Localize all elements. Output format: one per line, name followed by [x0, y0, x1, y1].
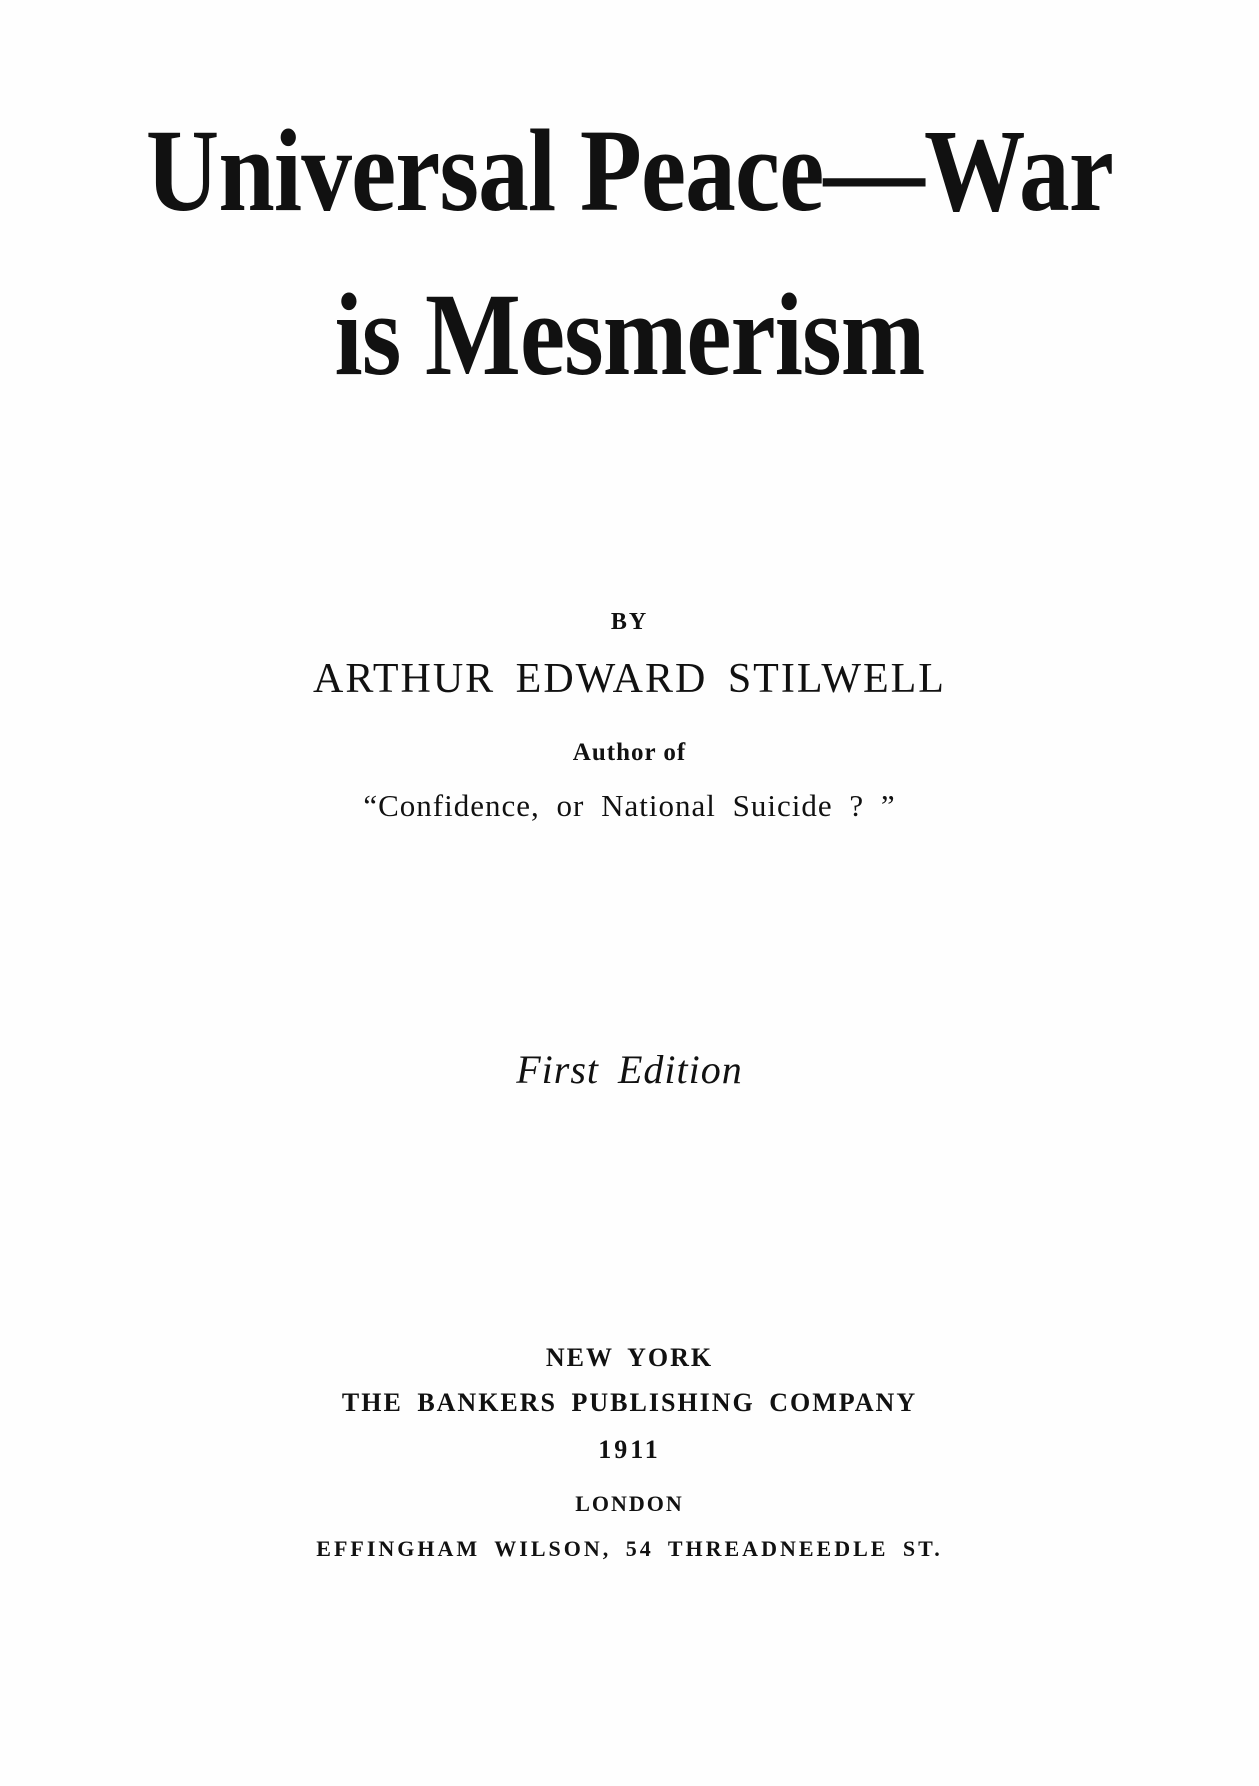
previous-work-title: “Confidence, or National Suicide ? ”	[363, 788, 896, 823]
book-title-line-2: is Mesmerism	[334, 269, 925, 400]
publication-city: NEW YORK	[545, 1343, 714, 1372]
publisher-name: THE BANKERS PUBLISHING COMPANY	[341, 1388, 918, 1417]
publication-year: 1911	[598, 1435, 661, 1464]
second-city: LONDON	[575, 1491, 684, 1516]
book-title-line-1: Universal Peace—War	[145, 105, 1114, 236]
edition-label: First Edition	[516, 1047, 743, 1092]
publisher-address: EFFINGHAM WILSON, 54 THREADNEEDLE ST.	[316, 1536, 943, 1561]
author-of-label: Author of	[572, 739, 687, 766]
by-label: BY	[610, 609, 649, 635]
author-name: ARTHUR EDWARD STILWELL	[313, 656, 946, 702]
